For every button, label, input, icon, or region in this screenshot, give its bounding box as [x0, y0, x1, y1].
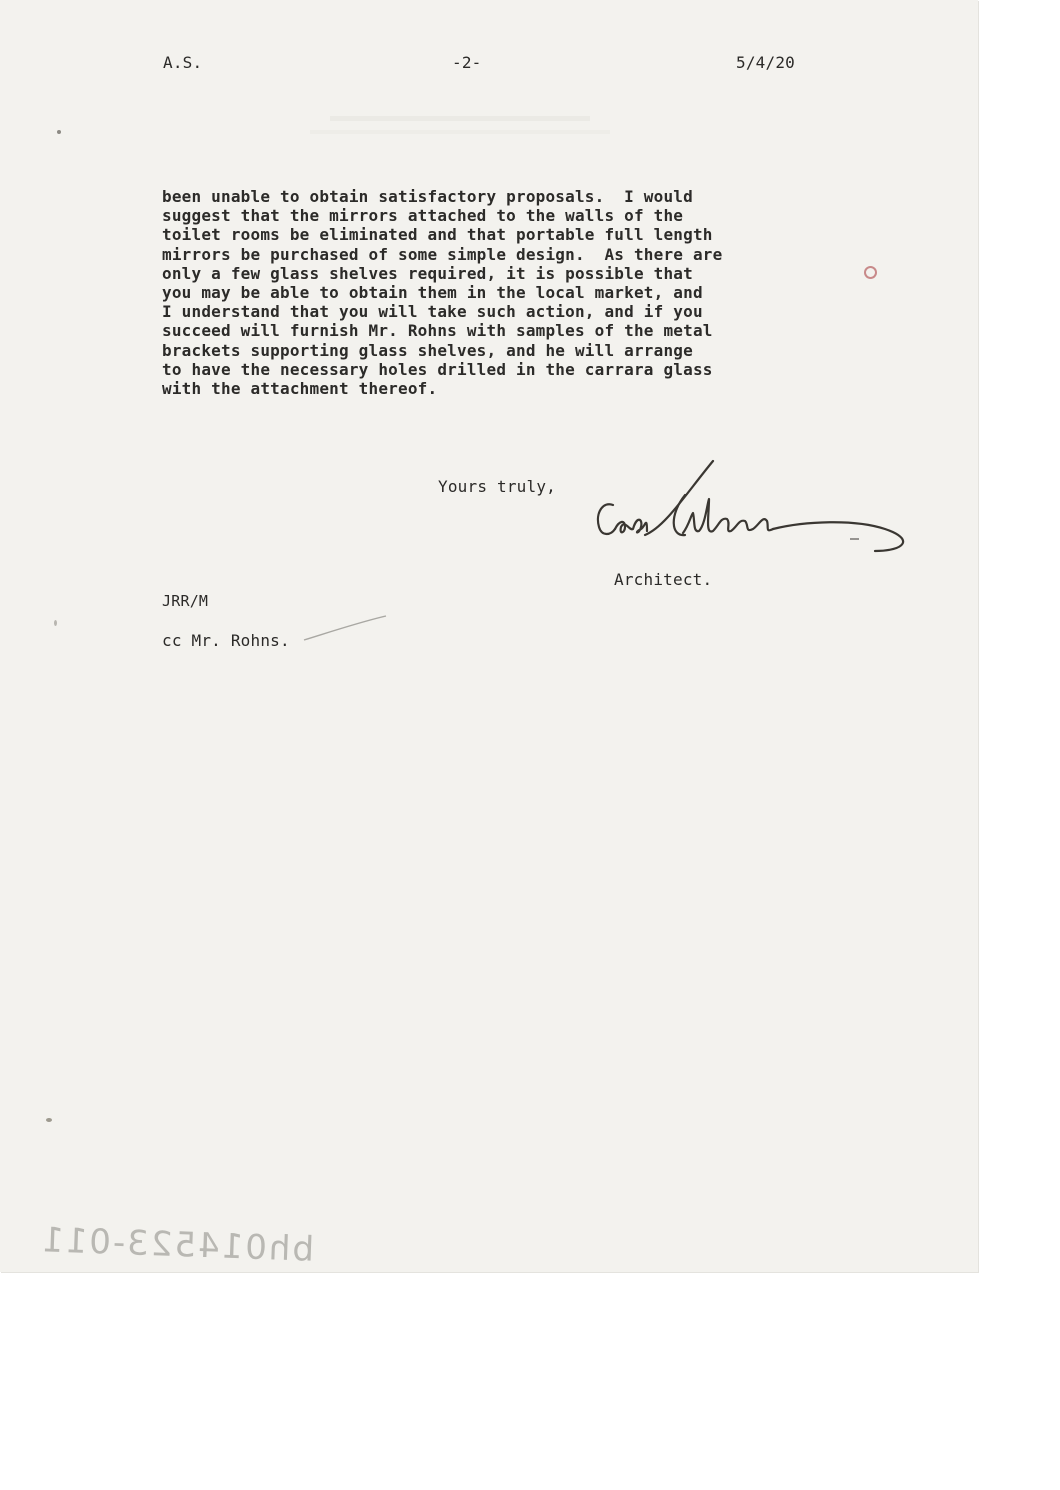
header-recipient-initials: A.S. — [163, 53, 203, 72]
body-line: toilet rooms be eliminated and that portable full length — [162, 225, 713, 245]
carbon-copy-line: cc Mr. Rohns. — [162, 631, 290, 650]
body-line: you may be able to obtain them in the local market, and — [162, 283, 703, 303]
page-number: -2- — [452, 53, 482, 72]
red-pencil-mark — [864, 266, 877, 279]
body-line: suggest that the mirrors attached to the walls of the — [162, 206, 684, 226]
closing-salutation: Yours truly, — [438, 477, 556, 496]
handwritten-signature — [585, 455, 925, 565]
body-line: to have the necessary holes drilled in the carrara glass — [162, 359, 713, 379]
body-line: I understand that you will take such action, and if you — [162, 302, 703, 322]
body-line: only a few glass shelves required, it is possible that — [162, 263, 693, 283]
letter-date: 5/4/20 — [736, 53, 795, 72]
body-line: succeed will furnish Mr. Rohns with samples of the metal — [162, 321, 713, 341]
faint-letterhead-bleed — [300, 112, 620, 142]
archive-pencil-id: bh014523-011 — [39, 1220, 315, 1270]
body-line: brackets supporting glass shelves, and he will arrange — [162, 340, 693, 360]
paper-speck — [54, 620, 57, 626]
paper-speck — [46, 1118, 52, 1122]
body-line: been unable to obtain satisfactory proposals. I would — [162, 187, 693, 206]
signer-title: Architect. — [614, 570, 713, 589]
body-line: with the attachment thereof. — [162, 379, 438, 399]
body-line: mirrors be purchased of some simple design. As there are — [162, 244, 723, 264]
pencil-check-mark — [300, 612, 390, 652]
paper-speck — [57, 130, 61, 134]
letter-body — [162, 187, 722, 398]
typist-initials: JRR/M — [162, 592, 209, 610]
